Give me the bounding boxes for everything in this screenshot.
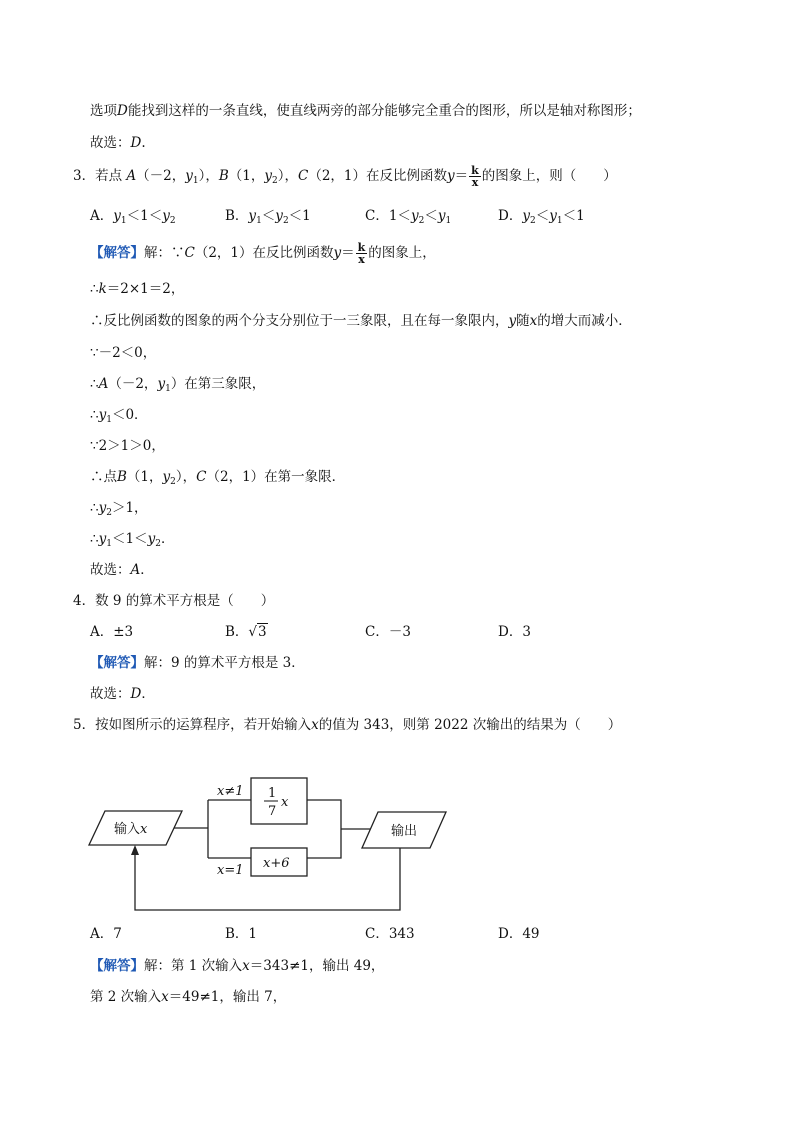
q3-solution-line-3: ∴反比例函数的图象的两个分支分别位于一三象限，且在每一象限内，y随x的增大而减小． (90, 313, 632, 329)
q4-option-c[interactable]: C．－3 (365, 624, 411, 640)
q5-option-c[interactable]: C．343 (365, 926, 415, 942)
q3-solution-line-8: ∴点B（1，$y_2$），C（2，1）在第一象限． (90, 469, 346, 487)
fraction-k-over-x: $\frac{k}{x}$ (471, 164, 479, 189)
q3-option-d[interactable]: D．$y_2<y_1<1$ (498, 208, 585, 226)
feedback-arrow-head (131, 845, 139, 855)
add-expression: x+6 (263, 856, 290, 871)
q3-solution-line-4: ∵－2＜0， (90, 345, 157, 361)
q3-solution-line-2: ∴k＝2×1＝2， (90, 281, 185, 297)
q4-option-b[interactable]: B．√3 (225, 624, 267, 640)
q3-solution-line-5: ∴A（－2，$y_1$）在第三象限， (90, 376, 266, 394)
q3-solution-line-1: 【解答】解：∵C（2，1）在反比例函数y＝ $\frac{k}{x}$ 的图象上， (90, 241, 436, 266)
q4-stem: 4．数 9 的算术平方根是（ ） (73, 593, 275, 609)
condition-not-equal: x≠1 (217, 784, 244, 799)
q3-option-a[interactable]: A．$y_1<1<y_2$ (90, 208, 176, 226)
q3-option-b[interactable]: B．$y_1<y_2<1$ (225, 208, 311, 226)
fraction-k-over-x-solution: $\frac{k}{x}$ (357, 241, 366, 266)
process-box-divide (251, 778, 307, 824)
branch-line-right (307, 800, 341, 858)
q3-solution-line-7: ∵2＞1＞0， (90, 438, 165, 454)
q3-solution-line-10: $\therefore y_1<1<y_2$． (90, 531, 175, 549)
q3-solution-line-6: $\therefore y_1<0$． (90, 407, 148, 425)
q5-solution-line-2: 第 2 次输入x＝49≠1，输出 7， (90, 989, 287, 1005)
q3-answer: 故选：A． (90, 562, 154, 578)
q4-option-d[interactable]: D．3 (498, 624, 531, 640)
q5-stem: 5．按如图所示的运算程序，若开始输入x的值为 343，则第 2022 次输出的结果为（ ） (73, 717, 622, 733)
q3-solution-line-9: $\therefore y_2>1$， (90, 500, 148, 518)
q2-explanation: 选项D能找到这样的一条直线，使直线两旁的部分能够完全重合的图形，所以是轴对称图形； (90, 103, 641, 119)
q3-stem: 3．若点 A（－2，$y_1$），B（1，$y_2$），C（2，1）在反比例函数y＝ $\frac{k}{x}$ 的图象上，则（ ） (73, 164, 617, 189)
q5-option-a[interactable]: A．7 (90, 926, 122, 942)
fraction-numerator: 1 (268, 786, 277, 801)
sqrt-symbol: √3 (248, 624, 267, 640)
q4-option-a[interactable]: A．±3 (90, 624, 134, 640)
q4-answer: 故选：D． (90, 686, 155, 702)
q3-option-c[interactable]: C．$1<y_2<y_1$ (365, 208, 452, 226)
q5-solution-line-1: 【解答】解：第 1 次输入x＝343≠1，输出 49， (90, 958, 385, 974)
fraction-variable: x (281, 795, 289, 810)
q5-option-b[interactable]: B．1 (225, 926, 258, 942)
condition-equal: x=1 (217, 863, 244, 878)
input-label: 输入x (114, 822, 148, 837)
q4-solution: 【解答】解：9 的算术平方根是 3． (90, 655, 305, 671)
fraction-denominator: 7 (268, 804, 277, 819)
output-label: 输出 (391, 824, 418, 839)
q5-option-d[interactable]: D．49 (498, 926, 540, 942)
q2-answer: 故选：D. (90, 135, 146, 151)
